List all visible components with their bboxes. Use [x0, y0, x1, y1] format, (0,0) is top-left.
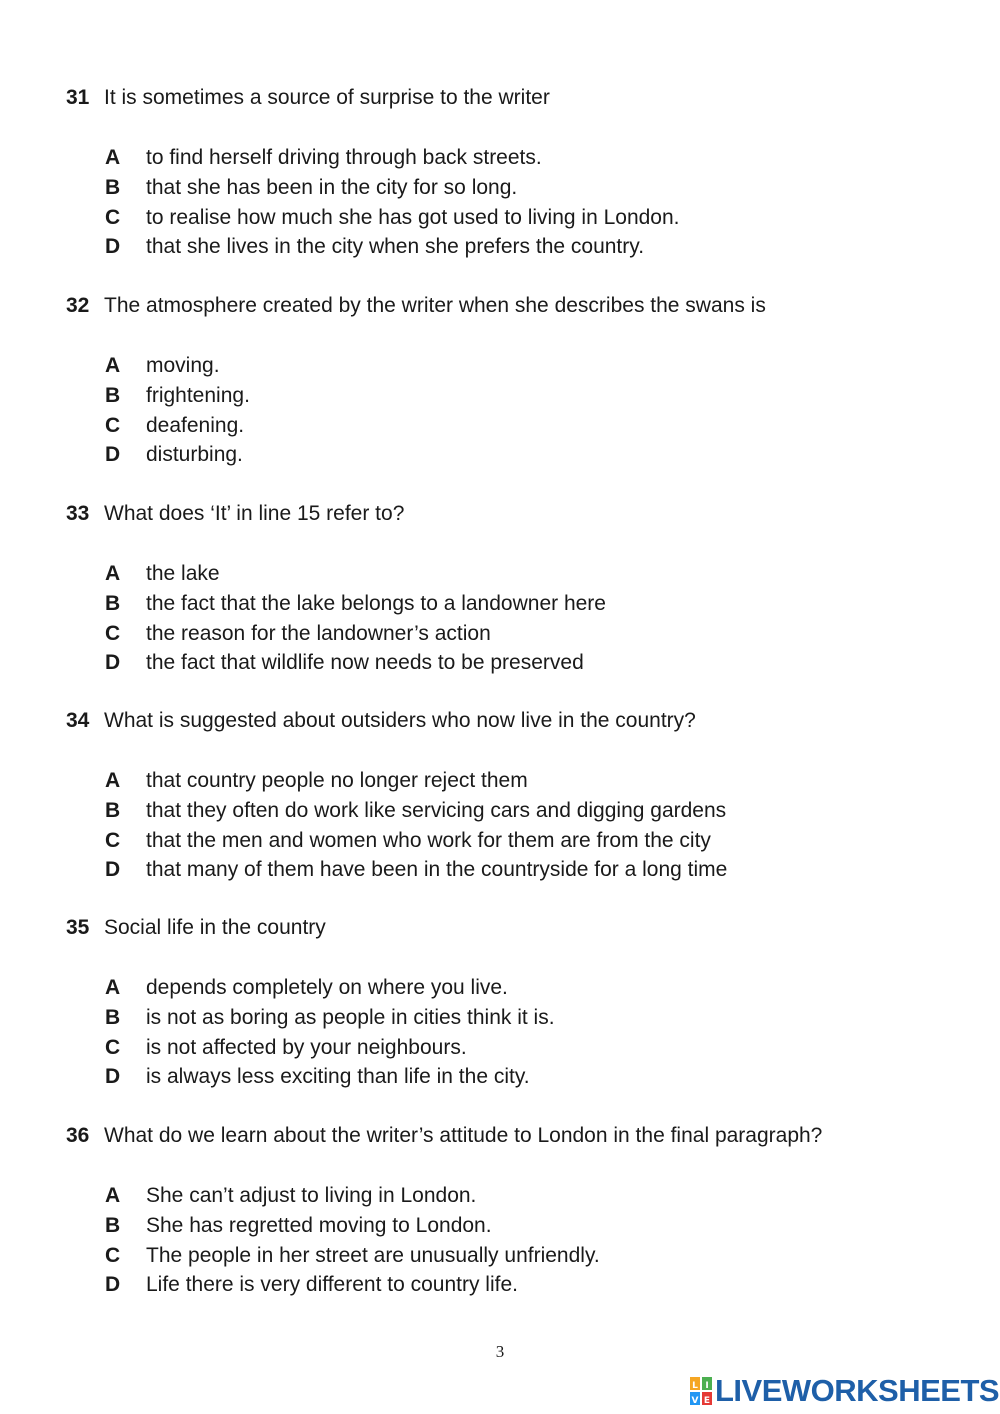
- option-text: disturbing.: [146, 443, 243, 467]
- option-letter: A: [105, 354, 121, 377]
- option-b[interactable]: [105, 173, 966, 203]
- liveworksheets-wordmark: LIVEWORKSHEETS: [715, 1373, 1000, 1408]
- option-text: depends completely on where you live.: [146, 976, 508, 999]
- question-text: It is sometimes a source of surprise to the writer: [104, 86, 550, 109]
- option-c[interactable]: [105, 826, 966, 856]
- question-35: [66, 914, 966, 1092]
- question-31: [66, 84, 966, 262]
- option-letter: A: [105, 562, 121, 585]
- option-letter: D: [105, 858, 121, 882]
- option-text: is always less exciting than life in the city.: [146, 1065, 530, 1089]
- question-32: [66, 292, 966, 470]
- option-a[interactable]: [105, 351, 966, 381]
- option-text: the fact that the lake belongs to a landowner here: [146, 591, 606, 615]
- question-number: 36: [66, 1124, 90, 1147]
- option-b[interactable]: [105, 1211, 966, 1241]
- question-36: [66, 1122, 966, 1300]
- option-d[interactable]: [105, 232, 966, 262]
- page-number: 3: [495, 1342, 505, 1361]
- option-text: that she has been in the city for so long.: [146, 175, 518, 199]
- question-stem: [66, 292, 966, 320]
- question-number: 32: [66, 294, 90, 317]
- question-text: What does ‘It’ in line 15 refer to?: [104, 502, 405, 525]
- option-d[interactable]: [105, 648, 966, 678]
- option-text: Life there is very different to country life.: [146, 1273, 518, 1297]
- option-letter: D: [105, 443, 121, 467]
- option-d[interactable]: [105, 855, 966, 885]
- option-text: to find herself driving through back streets.: [146, 146, 542, 169]
- option-text: that many of them have been in the countryside for a long time: [146, 858, 728, 882]
- question-text: What is suggested about outsiders who now live in the country?: [104, 709, 696, 732]
- question-number: 35: [66, 916, 90, 939]
- option-text: The people in her street are unusually unfriendly.: [146, 1243, 600, 1267]
- option-text: that country people no longer reject them: [146, 769, 528, 792]
- option-letter: C: [105, 1035, 121, 1059]
- option-letter: C: [105, 828, 121, 852]
- question-stem: [66, 914, 966, 942]
- svg-text:I: I: [705, 1381, 709, 1391]
- liveworksheets-brand[interactable]: [690, 1374, 999, 1408]
- option-a[interactable]: [105, 766, 966, 796]
- question-text: The atmosphere created by the writer when she describes the swans is: [104, 294, 766, 317]
- question-text: What do we learn about the writer’s attitude to London in the final paragraph?: [104, 1124, 823, 1147]
- option-d[interactable]: [105, 1062, 966, 1092]
- option-letter: D: [105, 1065, 121, 1089]
- option-letter: A: [105, 769, 121, 792]
- option-letter: A: [105, 146, 121, 169]
- option-c[interactable]: [105, 1033, 966, 1063]
- question-33: [66, 500, 966, 678]
- option-b[interactable]: [105, 589, 966, 619]
- option-letter: A: [105, 1184, 121, 1207]
- question-number: 33: [66, 502, 90, 525]
- option-text: that the men and women who work for them are from the city: [146, 828, 711, 852]
- option-text: is not affected by your neighbours.: [146, 1035, 467, 1059]
- option-letter: A: [105, 976, 121, 999]
- option-c[interactable]: [105, 203, 966, 233]
- question-stem: [66, 84, 966, 112]
- option-letter: B: [105, 1213, 121, 1237]
- option-d[interactable]: [105, 1270, 966, 1300]
- answer-options: [66, 559, 966, 678]
- answer-options: [66, 766, 966, 885]
- option-a[interactable]: [105, 143, 966, 173]
- question-stem: [66, 707, 966, 735]
- svg-text:E: E: [703, 1396, 711, 1405]
- option-a[interactable]: [105, 559, 966, 589]
- option-b[interactable]: [105, 796, 966, 826]
- option-text: the fact that wildlife now needs to be preserved: [146, 651, 584, 675]
- question-text: Social life in the country: [104, 916, 326, 939]
- answer-options: [66, 1181, 966, 1300]
- answer-options: [66, 351, 966, 470]
- option-text: She can’t adjust to living in London.: [146, 1184, 477, 1207]
- option-text: is not as boring as people in cities think it is.: [146, 1005, 555, 1029]
- option-a[interactable]: [105, 1181, 966, 1211]
- question-34: [66, 707, 966, 885]
- option-letter: D: [105, 235, 121, 259]
- question-number: 34: [66, 709, 90, 732]
- option-letter: B: [105, 798, 121, 822]
- option-text: frightening.: [146, 383, 250, 407]
- answer-options: [66, 973, 966, 1092]
- option-b[interactable]: [105, 381, 966, 411]
- option-c[interactable]: [105, 619, 966, 649]
- option-letter: B: [105, 383, 121, 407]
- option-letter: C: [105, 413, 121, 437]
- option-letter: B: [105, 1005, 121, 1029]
- option-c[interactable]: [105, 411, 966, 441]
- option-text: that she lives in the city when she prefers the country.: [146, 235, 645, 259]
- option-letter: B: [105, 591, 121, 615]
- option-d[interactable]: [105, 440, 966, 470]
- option-text: She has regretted moving to London.: [146, 1213, 492, 1237]
- option-text: the lake: [146, 562, 220, 585]
- option-text: that they often do work like servicing cars and digging gardens: [146, 798, 727, 822]
- option-text: deafening.: [146, 413, 245, 437]
- svg-text:L: L: [692, 1381, 698, 1391]
- question-number: 31: [66, 86, 90, 109]
- question-stem: [66, 500, 966, 528]
- option-letter: C: [105, 1243, 121, 1267]
- option-letter: C: [105, 205, 121, 229]
- question-stem: [66, 1122, 966, 1150]
- liveworksheets-logo-icon: [690, 1377, 712, 1405]
- option-text: moving.: [146, 354, 220, 377]
- option-c[interactable]: [105, 1241, 966, 1271]
- option-letter: D: [105, 1273, 121, 1297]
- svg-text:V: V: [691, 1396, 699, 1405]
- option-letter: D: [105, 651, 121, 675]
- option-letter: B: [105, 175, 121, 199]
- option-a[interactable]: [105, 973, 966, 1003]
- option-b[interactable]: [105, 1003, 966, 1033]
- answer-options: [66, 143, 966, 262]
- option-text: the reason for the landowner’s action: [146, 621, 491, 645]
- option-text: to realise how much she has got used to living in London.: [146, 205, 680, 229]
- option-letter: C: [105, 621, 121, 645]
